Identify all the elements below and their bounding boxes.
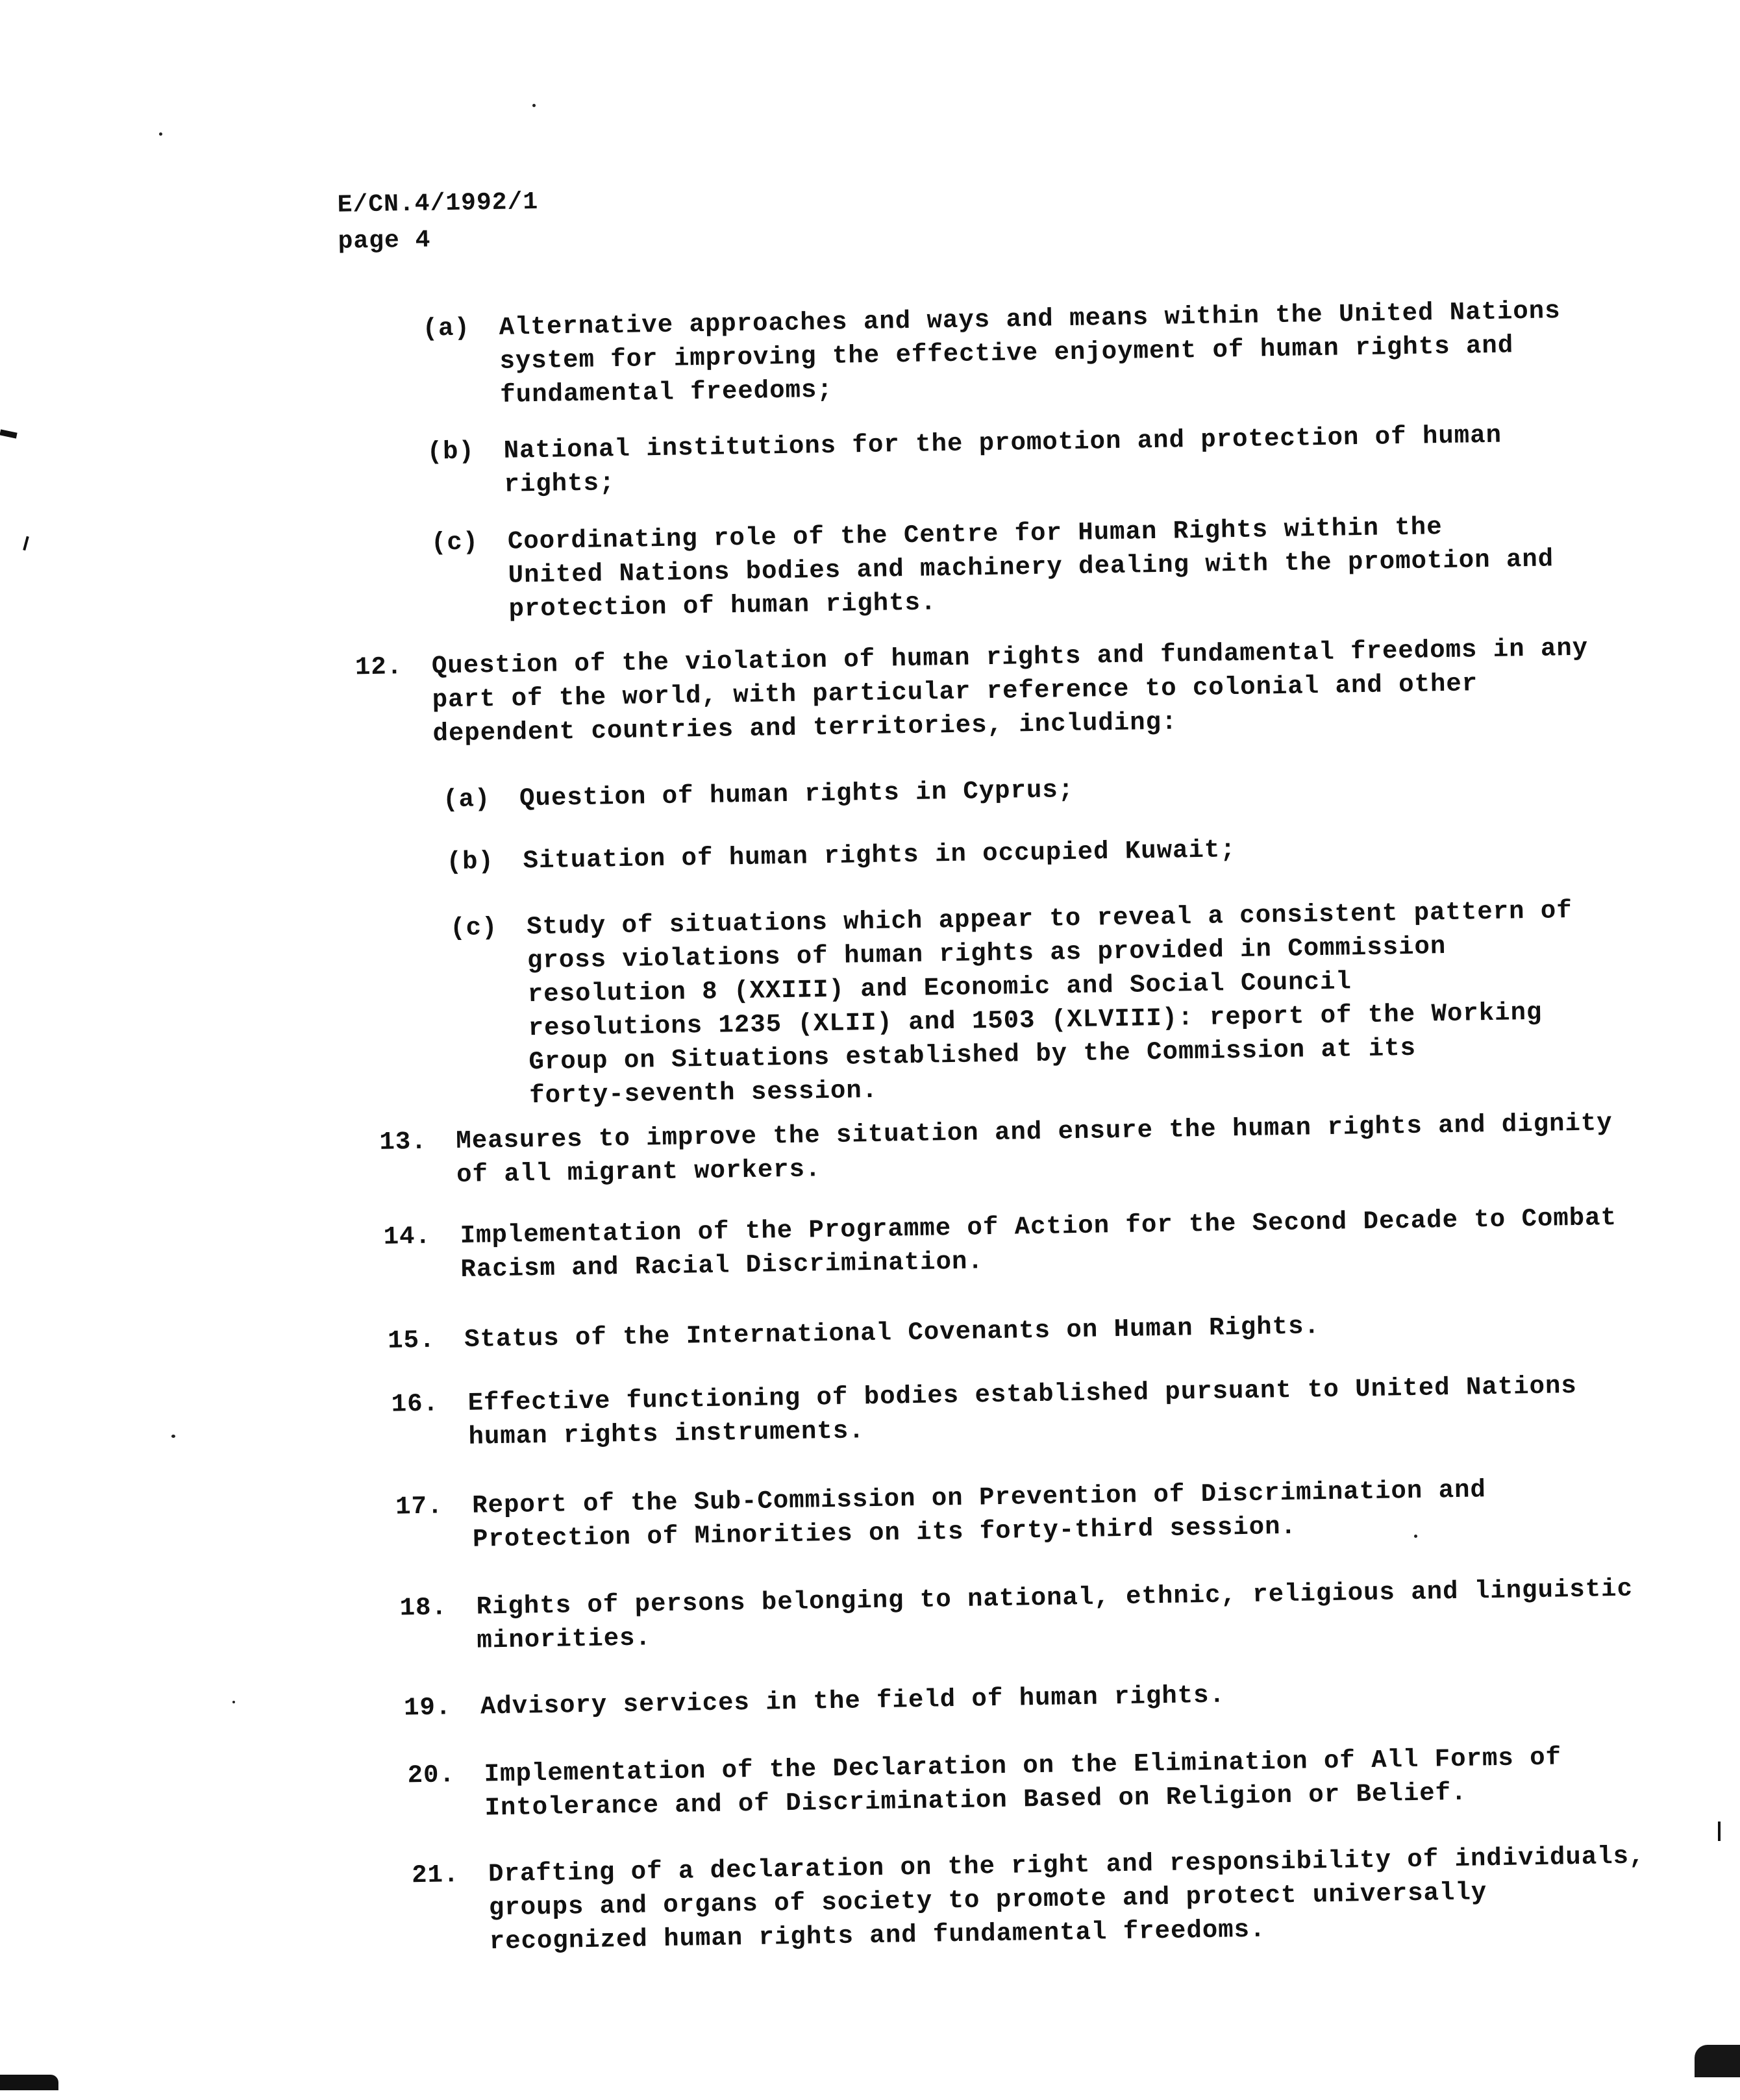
item-text: Coordinating role of the Centre for Human Rights within the United Nations bodies and machinery dealing with the promotion and protection of human rights. xyxy=(507,513,1554,624)
item-number: 16. xyxy=(391,1389,440,1419)
page-number: page 4 xyxy=(338,226,431,256)
item-text: Study of situations which appear to reveal a consistent pattern of gross violations of human rights as provided in Commission resolution 8 (XXIII) and Economic and Social Council resolutions 1235 (XLII) and 1503 (XLVIII): report of the Working Group on Situations established by the Commission at its forty-seventh session. xyxy=(526,896,1573,1111)
item-text: Status of the International Covenants on Human Rights. xyxy=(464,1312,1321,1354)
scan-speck xyxy=(171,1435,175,1438)
item-text: Implementation of the Declaration on the Elimination of All Forms of Intolerance and of Discrimination Based on Religion or Belief. xyxy=(484,1743,1562,1823)
item-text: Drafting of a declaration on the right and responsibility of individuals, groups and organs of society to promote and protect universally recognized human rights and fundamental freedoms. xyxy=(488,1842,1645,1957)
item-number: (b) xyxy=(427,437,475,467)
item-number: 17. xyxy=(395,1492,443,1522)
item-text: Question of the violation of human rights and fundamental freedoms in any part of the world, with particular reference to colonial and other dependent countries and territories, including: xyxy=(431,634,1589,748)
item-number: 13. xyxy=(379,1127,427,1157)
scan-speck xyxy=(1414,1535,1417,1538)
item-number: (c) xyxy=(430,528,479,558)
item-text: Effective functioning of bodies established pursuant to United Nations human rights instruments. xyxy=(467,1371,1578,1451)
item-number: 14. xyxy=(383,1222,432,1252)
scan-edge-mark xyxy=(1695,2045,1740,2077)
scan-speck xyxy=(532,104,536,107)
item-text: Situation of human rights in occupied Kuwait; xyxy=(523,835,1237,876)
item-number: 18. xyxy=(399,1593,448,1623)
item-text: Measures to improve the situation and ensure the human rights and dignity of all migrant workers. xyxy=(456,1109,1613,1190)
item-text: Question of human rights in Cyprus; xyxy=(519,776,1075,813)
item-number: (a) xyxy=(422,314,471,343)
item-number: (b) xyxy=(446,847,495,877)
item-number: (c) xyxy=(449,913,498,943)
item-number: 20. xyxy=(407,1760,456,1790)
document-header xyxy=(337,184,539,260)
item-number: (a) xyxy=(442,785,491,815)
item-number: 12. xyxy=(354,652,403,682)
document-symbol: E/CN.4/1992/1 xyxy=(337,188,539,219)
scan-edge-mark xyxy=(0,2075,58,2090)
item-number: 15. xyxy=(387,1326,436,1355)
item-text: Implementation of the Programme of Action for the Second Decade to Combat Racism and Racial Discrimination. xyxy=(460,1203,1617,1284)
scan-edge-mark xyxy=(1718,1822,1721,1841)
item-text: Report of the Sub-Commission on Prevention of Discrimination and Protection of Minorities on its forty-third session. xyxy=(471,1476,1487,1554)
item-text: National institutions for the promotion and protection of human rights; xyxy=(503,421,1502,499)
item-text: Alternative approaches and ways and means within the United Nations system for improving the effective enjoyment of human rights and fundamental freedoms; xyxy=(499,297,1561,410)
item-number: 21. xyxy=(411,1860,460,1890)
scan-speck xyxy=(159,132,162,136)
item-text: Rights of persons belonging to national, ethnic, religious and linguistic minorities. xyxy=(476,1574,1634,1655)
scan-speck xyxy=(232,1701,235,1703)
item-number: 19. xyxy=(403,1693,452,1723)
item-text: Advisory services in the field of human rights. xyxy=(480,1681,1226,1722)
